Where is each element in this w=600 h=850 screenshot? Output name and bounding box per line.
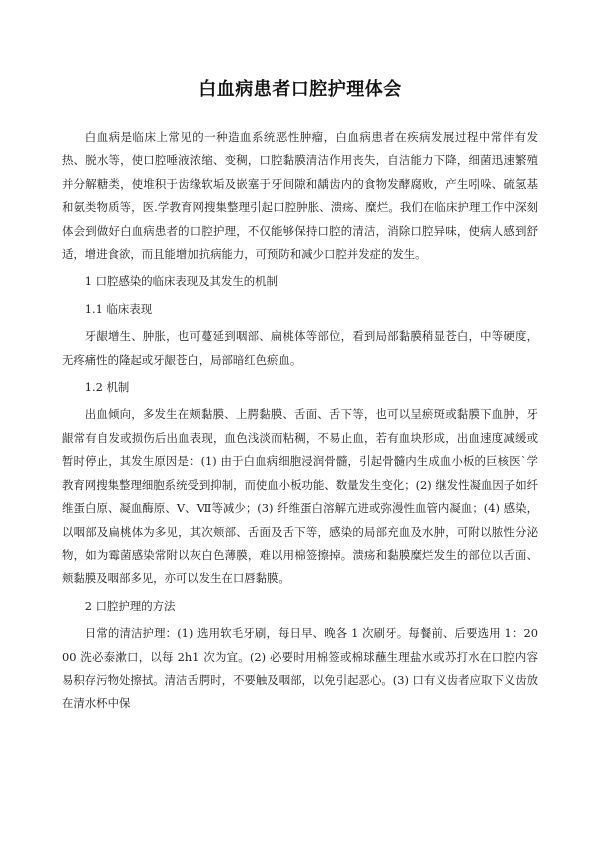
paragraph-clinical: 牙龈增生、肿胀，也可蔓延到咽部、扁桃体等部位，看到局部黏膜稍显苍白，中等硬度，无疼痛性的隆起或牙龈苍白，局部暗红色瘀血。 — [62, 329, 538, 367]
page-title: 白血病患者口腔护理体会 — [198, 79, 402, 100]
paragraph-mechanism: 出血倾向，多发生在颊黏膜、上腭黏膜、舌面、舌下等，也可以呈瘀斑或黏膜下血肿，牙龈常有自发或损伤后出血表现，血色浅淡而粘稠，不易止血，若有血块形成，出血速度减缓或暂时停止，其发生原因是：(1) 由于白血病细胞浸润骨髓，引起骨髓内生成血小板的巨核医`学教育网搜集整理细胞系统受到抑制，而使血小板功能、数量发生变化；(2) 继发性凝血因子如纤维蛋白原、凝血酶原、V、Ⅶ等减少；(3) 纤维蛋白溶解亢进或弥漫性血管内凝血；(4) 感染，以咽部及扁桃体为多见，其次颊部、舌面及舌下等，感染的局部充血及水肿，可附以脓性分泌物，如为霉菌感染常附以灰白色薄膜，难以用棉签擦掉。溃疡和黏膜糜烂发生的部位以舌面、颊黏膜及咽部多见，亦可以发生在口唇黏膜。 — [62, 407, 538, 586]
paragraph-method: 日常的清洁护理：(1) 选用软毛牙刷，每日早、晚各 1 次刷牙。每餐前、后要选用 1：2000 洗必泰漱口，以每 2h1 次为宜。(2) 必要时用棉签或棉球蘸生理盐水或苏打水在口腔内容易积存污物处擦拭。清洁舌腭时，不要触及咽部，以免引起恶心。(3) 口有义齿者应取下义齿放在清水杯中保 — [62, 626, 538, 711]
section-heading-1: 1 口腔感染的临床表现及其发生的机制 — [84, 274, 278, 289]
paragraph-intro: 白血病是临床上常见的一种造血系统恶性肿瘤，白血病患者在疾病发展过程中常伴有发热、脱水等，使口腔唾液浓缩、变稠，口腔黏膜清洁作用丧失，自洁能力下降，细菌迅速繁殖并分解糖类，使堆积于齿缘软垢及嵌塞于牙间隙和龋齿内的食物发酵腐败，产生吲哚、硫氢基和氨类物质等，医.学教育网搜集整理引起口腔肿胀、溃疡、糜烂。我们在临床护理工作中深刻体会到做好白血病患者的口腔护理，不仅能够保持口腔的清洁，消除口腔异味，使病人感到舒适，增进食欲，而且能增加抗病能力，可预防和减少口腔并发症的发生。 — [62, 130, 538, 262]
subsection-heading-1-1: 1.1 临床表现 — [84, 301, 153, 316]
section-heading-2: 2 口腔护理的方法 — [84, 598, 176, 613]
subsection-heading-1-2: 1.2 机制 — [84, 380, 130, 395]
